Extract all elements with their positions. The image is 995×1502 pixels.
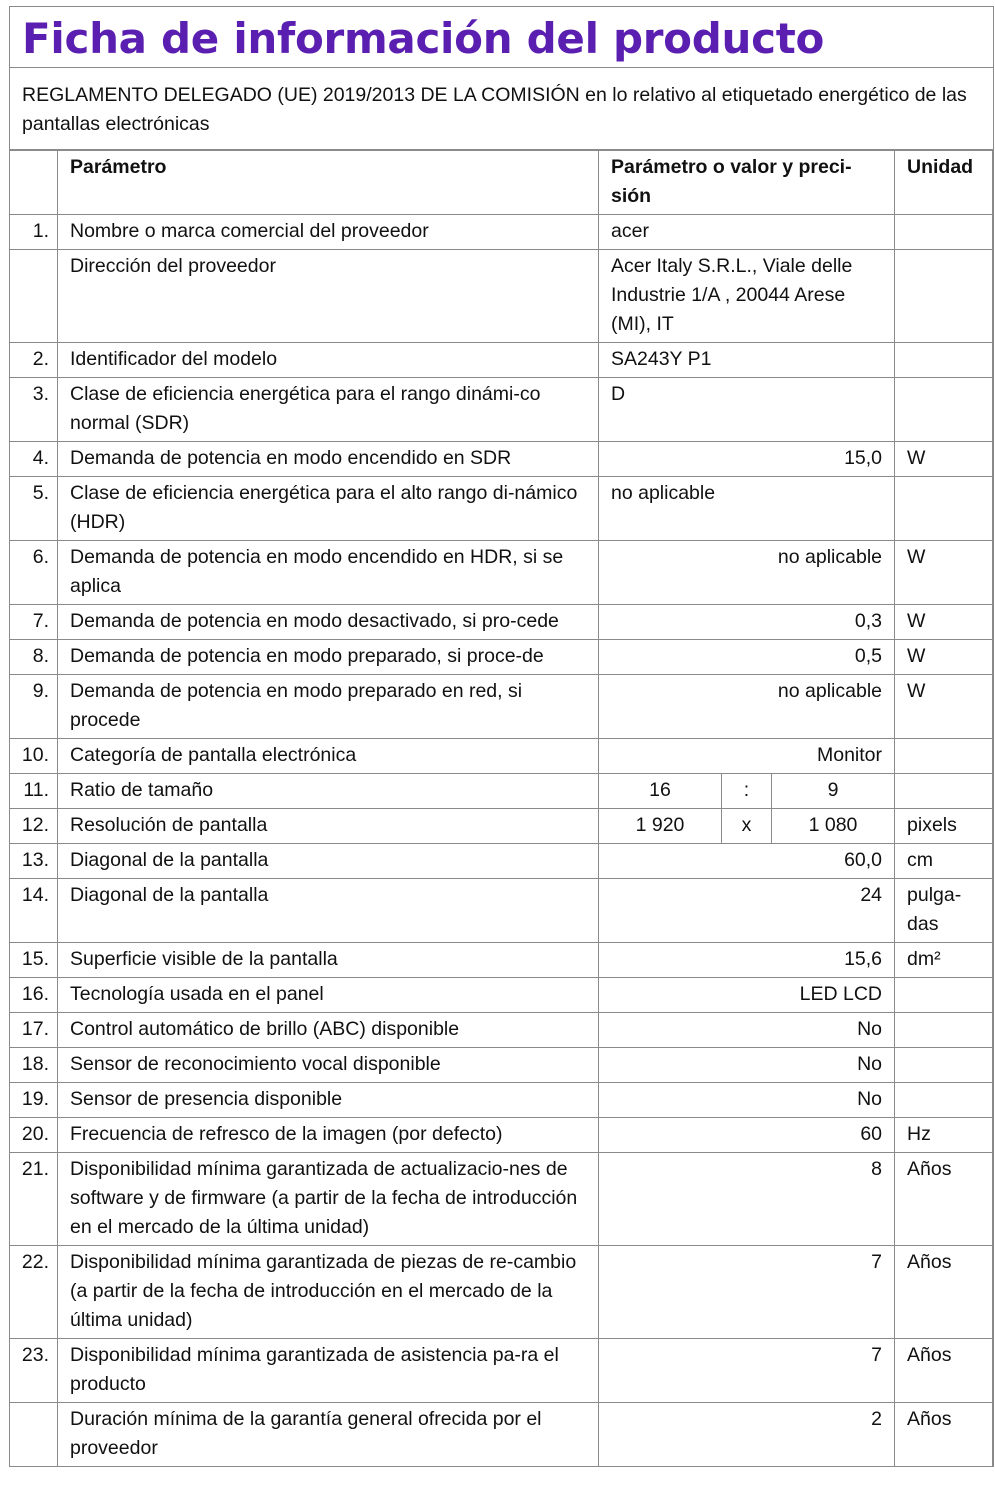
row-number: 13.: [10, 844, 58, 879]
row-unit: [895, 1048, 993, 1083]
row-number: 8.: [10, 640, 58, 675]
row-value: 24: [599, 879, 895, 943]
row-unit: [895, 739, 993, 774]
table-row: [10, 774, 993, 809]
row-parameter: Demanda de potencia en modo preparado, si proce-de: [58, 640, 599, 675]
row-number: 23.: [10, 1339, 58, 1403]
row-unit: [895, 1013, 993, 1048]
row-parameter: Dirección del proveedor: [58, 250, 599, 343]
row-unit: W: [895, 675, 993, 739]
row-parameter: Categoría de pantalla electrónica: [58, 739, 599, 774]
row-unit: W: [895, 640, 993, 675]
row-value: No: [599, 1083, 895, 1118]
regulation-subtitle: REGLAMENTO DELEGADO (UE) 2019/2013 DE LA COMISIÓN en lo relativo al etiquetado energético de las pantallas electrónicas: [10, 67, 993, 150]
row-value: 60,0: [599, 844, 895, 879]
header-parameter: Parámetro: [58, 151, 599, 215]
row-value-part: 1 920: [599, 809, 722, 844]
page-title: Ficha de información del producto: [22, 14, 825, 63]
row-number: 14.: [10, 879, 58, 943]
row-number: 9.: [10, 675, 58, 739]
row-number: 5.: [10, 477, 58, 541]
row-number: 11.: [10, 774, 58, 809]
row-parameter: Control automático de brillo (ABC) disponible: [58, 1013, 599, 1048]
row-parameter: Sensor de presencia disponible: [58, 1083, 599, 1118]
row-number: 10.: [10, 739, 58, 774]
row-number: 4.: [10, 442, 58, 477]
row-parameter: Demanda de potencia en modo preparado en red, si procede: [58, 675, 599, 739]
row-unit: pixels: [895, 809, 993, 844]
row-parameter: Diagonal de la pantalla: [58, 844, 599, 879]
row-unit: cm: [895, 844, 993, 879]
table-row: [10, 605, 993, 640]
row-unit: [895, 250, 993, 343]
row-unit: [895, 477, 993, 541]
row-value: no aplicable: [599, 477, 895, 541]
row-unit: Años: [895, 1153, 993, 1246]
row-value: 60: [599, 1118, 895, 1153]
row-parameter: Resolución de pantalla: [58, 809, 599, 844]
row-parameter: Disponibilidad mínima garantizada de actualizacio-nes de software y de firmware (a partir de la fecha de introducción en el mercado de la última unidad): [58, 1153, 599, 1246]
table-row: [10, 1118, 993, 1153]
table-row: [10, 978, 993, 1013]
table-row: [10, 1048, 993, 1083]
row-unit: W: [895, 605, 993, 640]
row-unit: W: [895, 541, 993, 605]
row-value: Monitor: [599, 739, 895, 774]
row-value-part: 9: [772, 774, 895, 809]
row-value: 15,0: [599, 442, 895, 477]
row-value: 2: [599, 1403, 895, 1467]
row-number: 22.: [10, 1246, 58, 1339]
row-number: 2.: [10, 343, 58, 378]
table-row: [10, 378, 993, 442]
row-number: 18.: [10, 1048, 58, 1083]
table-row: [10, 442, 993, 477]
row-value-separator: x: [722, 809, 772, 844]
table-row: [10, 1246, 993, 1339]
table-row: [10, 1013, 993, 1048]
table-row: [10, 675, 993, 739]
header-unit: Unidad: [895, 151, 993, 215]
row-parameter: Frecuencia de refresco de la imagen (por defecto): [58, 1118, 599, 1153]
row-value: 8: [599, 1153, 895, 1246]
row-parameter: Duración mínima de la garantía general ofrecida por el proveedor: [58, 1403, 599, 1467]
row-value: 15,6: [599, 943, 895, 978]
table-row: [10, 1153, 993, 1246]
table-row: [10, 739, 993, 774]
row-value: Acer Italy S.R.L., Viale delle Industrie 1/A , 20044 Arese (MI), IT: [599, 250, 895, 343]
row-number: 19.: [10, 1083, 58, 1118]
table-row: [10, 343, 993, 378]
row-number: [10, 250, 58, 343]
row-parameter: Nombre o marca comercial del proveedor: [58, 215, 599, 250]
row-number: [10, 1403, 58, 1467]
row-parameter: Ratio de tamaño: [58, 774, 599, 809]
header-value: Parámetro o valor y preci-sión: [599, 151, 895, 215]
row-parameter: Clase de eficiencia energética para el alto rango di-námico (HDR): [58, 477, 599, 541]
row-unit: [895, 215, 993, 250]
row-number: 1.: [10, 215, 58, 250]
product-information-sheet: [9, 6, 994, 1467]
row-value: acer: [599, 215, 895, 250]
row-value: SA243Y P1: [599, 343, 895, 378]
row-unit: [895, 378, 993, 442]
row-number: 17.: [10, 1013, 58, 1048]
row-unit: pulga-das: [895, 879, 993, 943]
row-parameter: Demanda de potencia en modo encendido en HDR, si se aplica: [58, 541, 599, 605]
row-value-separator: :: [722, 774, 772, 809]
row-parameter: Sensor de reconocimiento vocal disponible: [58, 1048, 599, 1083]
table-row: [10, 1339, 993, 1403]
row-number: 21.: [10, 1153, 58, 1246]
row-value: no aplicable: [599, 675, 895, 739]
row-unit: [895, 1083, 993, 1118]
table-row: [10, 1083, 993, 1118]
row-parameter: Demanda de potencia en modo encendido en SDR: [58, 442, 599, 477]
table-row: [10, 809, 993, 844]
row-value: 0,5: [599, 640, 895, 675]
row-unit: dm²: [895, 943, 993, 978]
table-row: [10, 844, 993, 879]
row-value: D: [599, 378, 895, 442]
table-row: [10, 1403, 993, 1467]
row-number: 16.: [10, 978, 58, 1013]
table-header-row: [10, 151, 993, 215]
row-unit: Hz: [895, 1118, 993, 1153]
row-unit: Años: [895, 1403, 993, 1467]
row-value-part: 1 080: [772, 809, 895, 844]
row-unit: [895, 774, 993, 809]
row-value: 7: [599, 1246, 895, 1339]
table-row: [10, 477, 993, 541]
row-parameter: Disponibilidad mínima garantizada de asistencia pa-ra el producto: [58, 1339, 599, 1403]
row-parameter: Demanda de potencia en modo desactivado, si pro-cede: [58, 605, 599, 640]
parameters-table: [9, 150, 993, 1467]
row-number: 12.: [10, 809, 58, 844]
table-row: [10, 943, 993, 978]
table-row: [10, 541, 993, 605]
table-row: [10, 250, 993, 343]
row-value: LED LCD: [599, 978, 895, 1013]
row-parameter: Tecnología usada en el panel: [58, 978, 599, 1013]
row-value: no aplicable: [599, 541, 895, 605]
row-parameter: Clase de eficiencia energética para el rango dinámi-co normal (SDR): [58, 378, 599, 442]
row-unit: W: [895, 442, 993, 477]
row-unit: Años: [895, 1246, 993, 1339]
table-row: [10, 640, 993, 675]
row-parameter: Superficie visible de la pantalla: [58, 943, 599, 978]
row-value-part: 16: [599, 774, 722, 809]
row-parameter: Diagonal de la pantalla: [58, 879, 599, 943]
row-value: 7: [599, 1339, 895, 1403]
row-number: 20.: [10, 1118, 58, 1153]
row-number: 6.: [10, 541, 58, 605]
row-unit: Años: [895, 1339, 993, 1403]
row-number: 15.: [10, 943, 58, 978]
row-value: 0,3: [599, 605, 895, 640]
table-row: [10, 879, 993, 943]
row-parameter: Identificador del modelo: [58, 343, 599, 378]
table-row: [10, 215, 993, 250]
table-body: [10, 215, 993, 1467]
header-number: [10, 151, 58, 215]
row-number: 3.: [10, 378, 58, 442]
row-value: No: [599, 1013, 895, 1048]
row-value: No: [599, 1048, 895, 1083]
row-number: 7.: [10, 605, 58, 640]
row-unit: [895, 343, 993, 378]
row-unit: [895, 978, 993, 1013]
row-parameter: Disponibilidad mínima garantizada de piezas de re-cambio (a partir de la fecha de introducción en el mercado de la última unidad): [58, 1246, 599, 1339]
